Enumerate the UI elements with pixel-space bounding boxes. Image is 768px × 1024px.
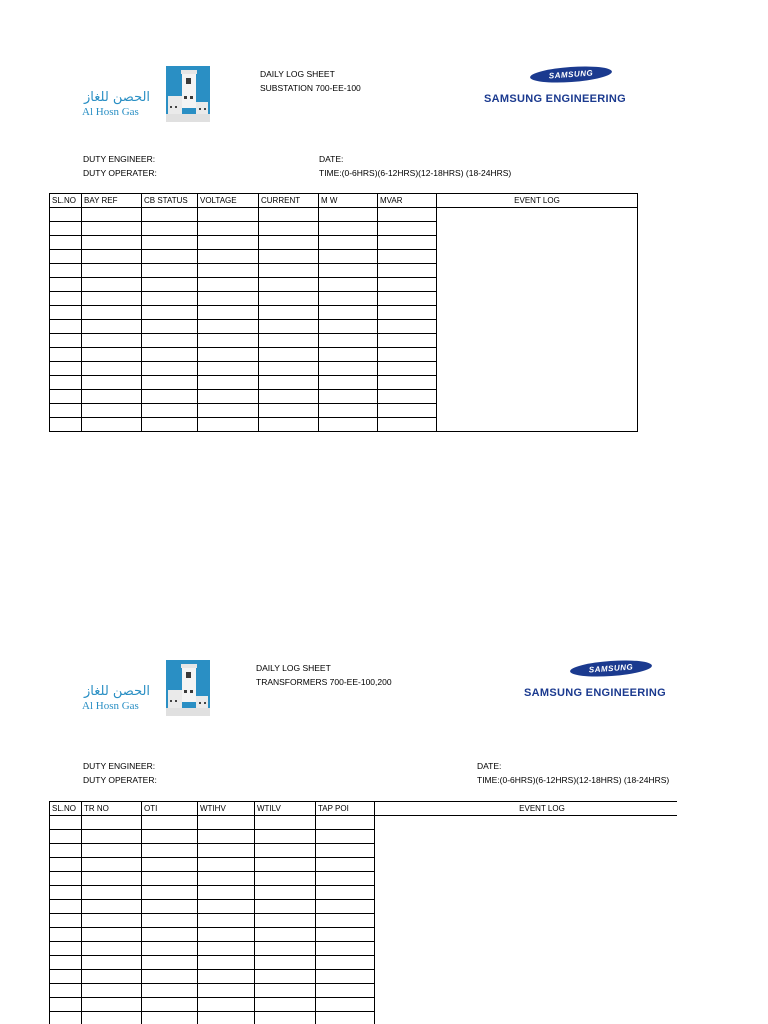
cell[interactable] [82,830,142,844]
cell[interactable] [255,844,316,858]
cell[interactable] [378,278,437,292]
logo-arabic-text: الحصن للغاز [84,90,151,105]
col-header-wtihv: WTIHV [198,802,255,816]
cell[interactable] [319,334,378,348]
cell[interactable] [319,306,378,320]
transformer-log-table [49,801,677,1024]
cell[interactable] [50,250,82,264]
cell[interactable] [82,418,142,432]
cell[interactable] [319,376,378,390]
cell[interactable] [50,998,82,1012]
cell[interactable] [316,970,375,984]
cell[interactable] [316,928,375,942]
cell[interactable] [259,292,319,306]
cell[interactable] [82,362,142,376]
cell[interactable] [378,292,437,306]
cell[interactable] [50,320,82,334]
cell[interactable] [316,900,375,914]
cell[interactable] [82,376,142,390]
cell[interactable] [50,984,82,998]
cell[interactable] [50,278,82,292]
samsung-logo-badge: SAMSUNG [530,64,613,85]
col-header-event-log: EVENT LOG [437,194,638,208]
cell[interactable] [259,362,319,376]
cell[interactable] [82,348,142,362]
cell[interactable] [142,984,198,998]
cell[interactable] [255,914,316,928]
cell[interactable] [142,872,198,886]
cell[interactable] [198,816,255,830]
cell[interactable] [255,1012,316,1024]
cell[interactable] [259,278,319,292]
duty-operater-label: DUTY OPERATER: [83,168,157,178]
cell[interactable] [142,292,198,306]
cell[interactable] [50,1012,82,1024]
cell[interactable] [255,816,316,830]
cell[interactable] [198,900,255,914]
cell[interactable] [319,278,378,292]
sheet-subtitle: SUBSTATION 700-EE-100 [260,83,361,93]
col-header-tr-no: TR NO [82,802,142,816]
cell[interactable] [378,250,437,264]
cell[interactable] [319,390,378,404]
cell[interactable] [82,844,142,858]
cell[interactable] [255,956,316,970]
cell[interactable] [259,222,319,236]
cell[interactable] [50,208,82,222]
cell[interactable] [50,816,82,830]
cell[interactable] [319,348,378,362]
cell[interactable] [259,418,319,432]
col-header-bay-ref: BAY REF [82,194,142,208]
cell[interactable] [198,306,259,320]
col-header-cb-status: CB STATUS [142,194,198,208]
cell[interactable] [198,334,259,348]
cell[interactable] [198,362,259,376]
cell[interactable] [142,362,198,376]
cell[interactable] [255,858,316,872]
cell[interactable] [316,858,375,872]
cell[interactable] [259,404,319,418]
cell[interactable] [198,208,259,222]
cell[interactable] [142,236,198,250]
col-header-voltage: VOLTAGE [198,194,259,208]
cell[interactable] [50,376,82,390]
cell[interactable] [198,222,259,236]
cell[interactable] [198,320,259,334]
sheet-title: DAILY LOG SHEET [256,663,331,673]
sheet-title: DAILY LOG SHEET [260,69,335,79]
cell[interactable] [50,970,82,984]
cell[interactable] [82,900,142,914]
cell[interactable] [319,292,378,306]
cell[interactable] [378,390,437,404]
samsung-logo-badge: SAMSUNG [570,658,653,679]
logo-english-text: Al Hosn Gas [82,106,139,118]
cell[interactable] [319,362,378,376]
cell[interactable] [50,872,82,886]
duty-engineer-label: DUTY ENGINEER: [83,761,156,771]
col-header-event-log: EVENT LOG [375,802,678,816]
cell[interactable] [255,928,316,942]
time-label: TIME:(0-6HRS)(6-12HRS)(12-18HRS) (18-24HRS) [477,775,670,785]
cell[interactable] [142,264,198,278]
cell[interactable] [142,886,198,900]
cell[interactable] [142,998,198,1012]
cell[interactable] [198,390,259,404]
cell[interactable] [319,208,378,222]
cell[interactable] [316,844,375,858]
cell[interactable] [50,348,82,362]
cell[interactable] [142,956,198,970]
cell[interactable] [259,236,319,250]
al-hosn-logo [80,66,212,122]
cell[interactable] [198,250,259,264]
cell[interactable] [198,998,255,1012]
col-header-mw: M W [319,194,378,208]
cell[interactable] [319,222,378,236]
logo-arabic-text: الحصن للغاز [84,684,151,699]
table-header-row [50,802,678,816]
cell[interactable] [378,376,437,390]
cell[interactable] [50,222,82,236]
cell[interactable] [259,376,319,390]
time-label: TIME:(0-6HRS)(6-12HRS)(12-18HRS) (18-24HRS) [319,168,512,178]
cell[interactable] [50,390,82,404]
cell[interactable] [198,404,259,418]
cell[interactable] [198,928,255,942]
cell[interactable] [378,320,437,334]
cell[interactable] [198,970,255,984]
cell[interactable] [142,858,198,872]
cell[interactable] [319,236,378,250]
cell[interactable] [378,404,437,418]
cell[interactable] [255,998,316,1012]
cell[interactable] [198,376,259,390]
cell[interactable] [198,956,255,970]
cell[interactable] [50,830,82,844]
cell[interactable] [142,418,198,432]
cell[interactable] [198,942,255,956]
cell[interactable] [82,334,142,348]
cell[interactable] [142,914,198,928]
cell[interactable] [259,264,319,278]
cell[interactable] [82,264,142,278]
cell[interactable] [316,816,375,830]
samsung-engineering-text: SAMSUNG ENGINEERING [484,93,626,105]
cell[interactable] [50,900,82,914]
cell[interactable] [82,278,142,292]
substation-log-table [49,193,638,432]
date-label: DATE: [319,154,344,164]
cell[interactable] [82,404,142,418]
cell[interactable] [259,306,319,320]
cell[interactable] [316,886,375,900]
table-row [50,208,638,222]
cell[interactable] [50,362,82,376]
cell[interactable] [255,970,316,984]
cell[interactable] [319,404,378,418]
cell[interactable] [142,900,198,914]
col-header-current: CURRENT [259,194,319,208]
cell[interactable] [316,872,375,886]
cell[interactable] [82,956,142,970]
cell[interactable] [50,844,82,858]
cell[interactable] [259,390,319,404]
cell[interactable] [82,872,142,886]
cell[interactable] [82,984,142,998]
cell[interactable] [198,418,259,432]
cell[interactable] [198,984,255,998]
cell[interactable] [142,830,198,844]
cell[interactable] [259,208,319,222]
fort-tower-icon [166,660,210,716]
cell[interactable] [50,418,82,432]
cell[interactable] [50,236,82,250]
cell[interactable] [50,858,82,872]
cell[interactable] [82,970,142,984]
date-label: DATE: [477,761,502,771]
cell[interactable] [82,914,142,928]
cell[interactable] [50,914,82,928]
cell[interactable] [142,222,198,236]
cell[interactable] [82,306,142,320]
cell[interactable] [142,844,198,858]
sheet-2 [0,600,677,1024]
cell[interactable] [142,816,198,830]
cell[interactable] [142,970,198,984]
cell[interactable] [50,928,82,942]
cell[interactable] [82,816,142,830]
table-row [50,816,678,830]
cell[interactable] [142,334,198,348]
cell[interactable] [142,404,198,418]
cell[interactable] [198,830,255,844]
cell[interactable] [82,292,142,306]
cell[interactable] [82,886,142,900]
cell[interactable] [198,236,259,250]
cell[interactable] [142,320,198,334]
cell[interactable] [319,264,378,278]
cell[interactable] [316,984,375,998]
cell[interactable] [142,376,198,390]
cell[interactable] [142,306,198,320]
cell[interactable] [198,278,259,292]
cell[interactable] [316,914,375,928]
cell[interactable] [82,236,142,250]
cell[interactable] [142,942,198,956]
cell[interactable] [50,306,82,320]
cell[interactable] [319,250,378,264]
cell[interactable] [50,404,82,418]
event-log-area[interactable] [437,208,638,432]
cell[interactable] [378,418,437,432]
cell[interactable] [316,998,375,1012]
cell[interactable] [82,858,142,872]
cell[interactable] [259,320,319,334]
cell[interactable] [378,222,437,236]
cell[interactable] [378,208,437,222]
cell[interactable] [50,886,82,900]
logo-english-text: Al Hosn Gas [82,700,139,712]
event-log-area[interactable] [375,816,678,1024]
cell[interactable] [198,844,255,858]
cell[interactable] [316,830,375,844]
cell[interactable] [142,208,198,222]
cell[interactable] [316,956,375,970]
cell[interactable] [378,264,437,278]
cell[interactable] [82,320,142,334]
cell[interactable] [50,292,82,306]
cell[interactable] [316,1012,375,1024]
cell[interactable] [259,334,319,348]
cell[interactable] [198,872,255,886]
cell[interactable] [378,348,437,362]
cell[interactable] [198,264,259,278]
cell[interactable] [50,956,82,970]
cell[interactable] [378,362,437,376]
cell[interactable] [142,278,198,292]
cell[interactable] [142,348,198,362]
cell[interactable] [50,942,82,956]
cell[interactable] [378,236,437,250]
col-header-wtilv: WTILV [255,802,316,816]
cell[interactable] [82,928,142,942]
duty-engineer-label: DUTY ENGINEER: [83,154,156,164]
samsung-engineering-text: SAMSUNG ENGINEERING [524,687,666,699]
cell[interactable] [319,418,378,432]
cell[interactable] [82,390,142,404]
col-header-tap-poi: TAP POI [316,802,375,816]
cell[interactable] [316,942,375,956]
cell[interactable] [198,348,259,362]
cell[interactable] [82,942,142,956]
col-header-oti: OTI [142,802,198,816]
sheet-subtitle: TRANSFORMERS 700-EE-100,200 [256,677,392,687]
cell[interactable] [198,886,255,900]
cell[interactable] [255,984,316,998]
cell[interactable] [259,250,319,264]
cell[interactable] [82,222,142,236]
col-header-mvar: MVAR [378,194,437,208]
al-hosn-logo [80,660,212,716]
cell[interactable] [255,942,316,956]
cell[interactable] [142,390,198,404]
duty-operater-label: DUTY OPERATER: [83,775,157,785]
cell[interactable] [142,1012,198,1024]
cell[interactable] [198,858,255,872]
cell[interactable] [198,1012,255,1024]
cell[interactable] [82,250,142,264]
cell[interactable] [259,348,319,362]
cell[interactable] [50,334,82,348]
cell[interactable] [255,886,316,900]
cell[interactable] [50,264,82,278]
fort-tower-icon [166,66,210,122]
cell[interactable] [319,320,378,334]
table-header-row [50,194,638,208]
cell[interactable] [378,334,437,348]
cell[interactable] [142,250,198,264]
cell[interactable] [198,914,255,928]
cell[interactable] [142,928,198,942]
cell[interactable] [82,998,142,1012]
cell[interactable] [82,1012,142,1024]
cell[interactable] [378,306,437,320]
col-header-slno: SL.NO [50,194,82,208]
cell[interactable] [82,208,142,222]
cell[interactable] [255,900,316,914]
cell[interactable] [255,830,316,844]
cell[interactable] [255,872,316,886]
cell[interactable] [198,292,259,306]
col-header-slno: SL.NO [50,802,82,816]
